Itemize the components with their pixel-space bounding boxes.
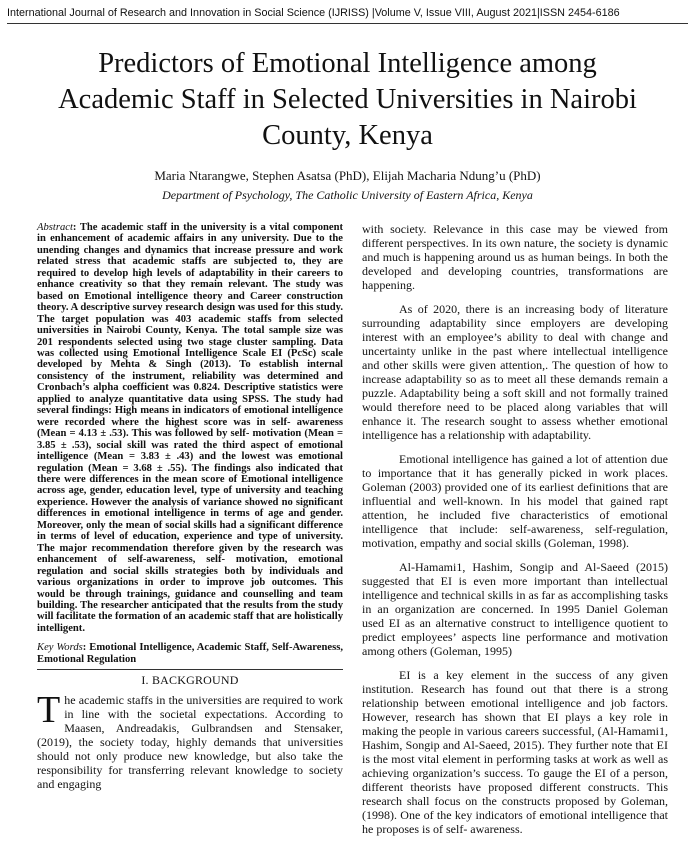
keywords (37, 642, 343, 665)
paragraph: EI is a key element in the success of any given institution. Research has found out that there is a strong relationship between emotional intelligence and job factors. However, research has shown that EI plays a key role in making the people in various careers successful, (Al-Hamami1, Hashim, Songip and Al-Saeed, 2015). They further note that EI is the most vital element in performing tasks at work as well as achieving organization’s success. To gauge the EI of a person, different theorists have proposed different constructs. This research shall focus on the constructs proposed by Goleman, (1998). One of the key indicators of emotional intelligence that he proposes is of self- awareness. (362, 668, 668, 836)
paragraph: As of 2020, there is an increasing body of literature surrounding adaptability since employers are developing interest with an employee’s ability to deal with change and uncertainty unlike in the past where intellectual intelligence and other skills were given attention,. The question of how to increase adaptability so as to meet all these demands remain a puzzle. Adaptability being a soft skill and not formally trained would therefore need to be placed along variables that will enhance it. The research sought to assess whether emotional intelligence has a relationship with adaptability. (362, 302, 668, 442)
section-heading: I. BACKGROUND (141, 673, 239, 688)
drop-cap: T (37, 689, 61, 732)
background-paragraph (37, 689, 343, 792)
title-line-2: Academic Staff in Selected Universities in Nairobi (58, 84, 637, 115)
paragraph: with society. Relevance in this case may be viewed from different perspectives. In its own nature, the society is dynamic and much is happening around us as human beings. In both the developed and developing countries, transformations are happening. (362, 222, 668, 292)
keywords-label: Key Words (37, 642, 83, 654)
title-line-1: Predictors of Emotional Intelligence among (98, 48, 597, 79)
paragraph: Al-Hamami1, Hashim, Songip and Al-Saeed (2015) suggested that EI is even more important than intellectual intelligence and technical skills in as far as accomplishing tasks in an organization are concerned. In 1995 Daniel Goleman used EI as an alternative construct to intelligence quotient to predict employees’ aspects line performance and motivation among others (Goleman, 1995) (362, 560, 668, 658)
right-column (362, 222, 668, 836)
paper-title (20, 46, 675, 154)
journal-header: International Journal of Research and Innovation in Social Science (IJRISS) |Volume V, Issue VIII, August 2021|ISSN 2454-6186 (7, 3, 688, 24)
affiliation: Department of Psychology, The Catholic University of Eastern Africa, Kenya (162, 188, 533, 202)
abstract-label: Abstract (37, 222, 73, 233)
divider (37, 669, 343, 670)
title-line-3: County, Kenya (262, 120, 433, 151)
keywords-text: : Emotional Intelligence, Academic Staff, Self-Awareness, Emotional Regulation (37, 642, 343, 665)
left-column (37, 222, 343, 791)
paragraph: Emotional intelligence has gained a lot of attention due to importance that it has generally picked in work places. Goleman (2003) provided one of its earliest definitions that are influential and well-known. In his model that gained rapt attention, he included five characteristics of emotional intelligence that include: self-awareness, self-regulation, motivation, empathy and social skills (Goleman, 1998). (362, 452, 668, 550)
abstract (37, 222, 343, 634)
background-text: he academic staffs in the universities are required to work in line with the societal expectations. According to Maasen, Andreadakis, Gulbrandsen and Stensaker, (2019), the society today, highly demands that universities should not only produce new knowledge, but also take the responsibility for transferring relevant knowledge to society and engaging (37, 693, 343, 792)
author-list: Maria Ntarangwe, Stephen Asatsa (PhD), Elijah Macharia Ndung’u (PhD) (154, 168, 541, 183)
abstract-text: : The academic staff in the university is a vital component in enhancement of academic affairs in any university. Due to the unending changes and dynamics that increase pressure and work related stress that academic staffs are subjected to, they are required to develop high levels of adaptability in their careers to enhance creativity so that they remain relevant. The study was based on Emotional intelligence theory and Career construction theory. A descriptive survey research design was used for this study. The target population was 403 academic staffs from selected universities in Nairobi County, Kenya. The total sample size was 201 respondents selected using two stage cluster sampling. Data was collected using Emotional Intelligence Scale EI (PcSc) scale developed by Mehta & Singh (2013). To establish internal consistency of the instrument, reliability was determined and Cronbach’s alpha coefficient was 0.824. Descriptive statistics were applied to analyze quantitative data using SPSS. The study had several findings: High means in indicators of emotional intelligence were recorded where the highest score was in self- awareness (Mean = 4.13 ± .53). This was followed by self- motivation (Mean = 3.85 ± .53), social skill was rated the third aspect of emotional intelligence (Mean = 3.83 ± .43) and the lowest was emotional regulation (Mean = 3.68 ± .55). The findings also indicated that there were differences in the mean score of Emotional intelligence across age, gender, education level, type of university and teaching experience. However the analysis of variance showed no significant differences in emotional intelligence in terms of age and gender. Moreover, only the mean of social skills had a significant difference in terms of level of education, experience and type of university. The major recommendation therefore given by the research was enhancement of self-awareness, self- motivation, emotional regulation and social skills strategies both by individuals and various organizations in order to improve job outcomes. This would be through trainings, guidance and counselling and team building. The researcher anticipated that the results from the study will facilitate the formation of an academic staff that are holistically intelligent. (37, 222, 343, 634)
